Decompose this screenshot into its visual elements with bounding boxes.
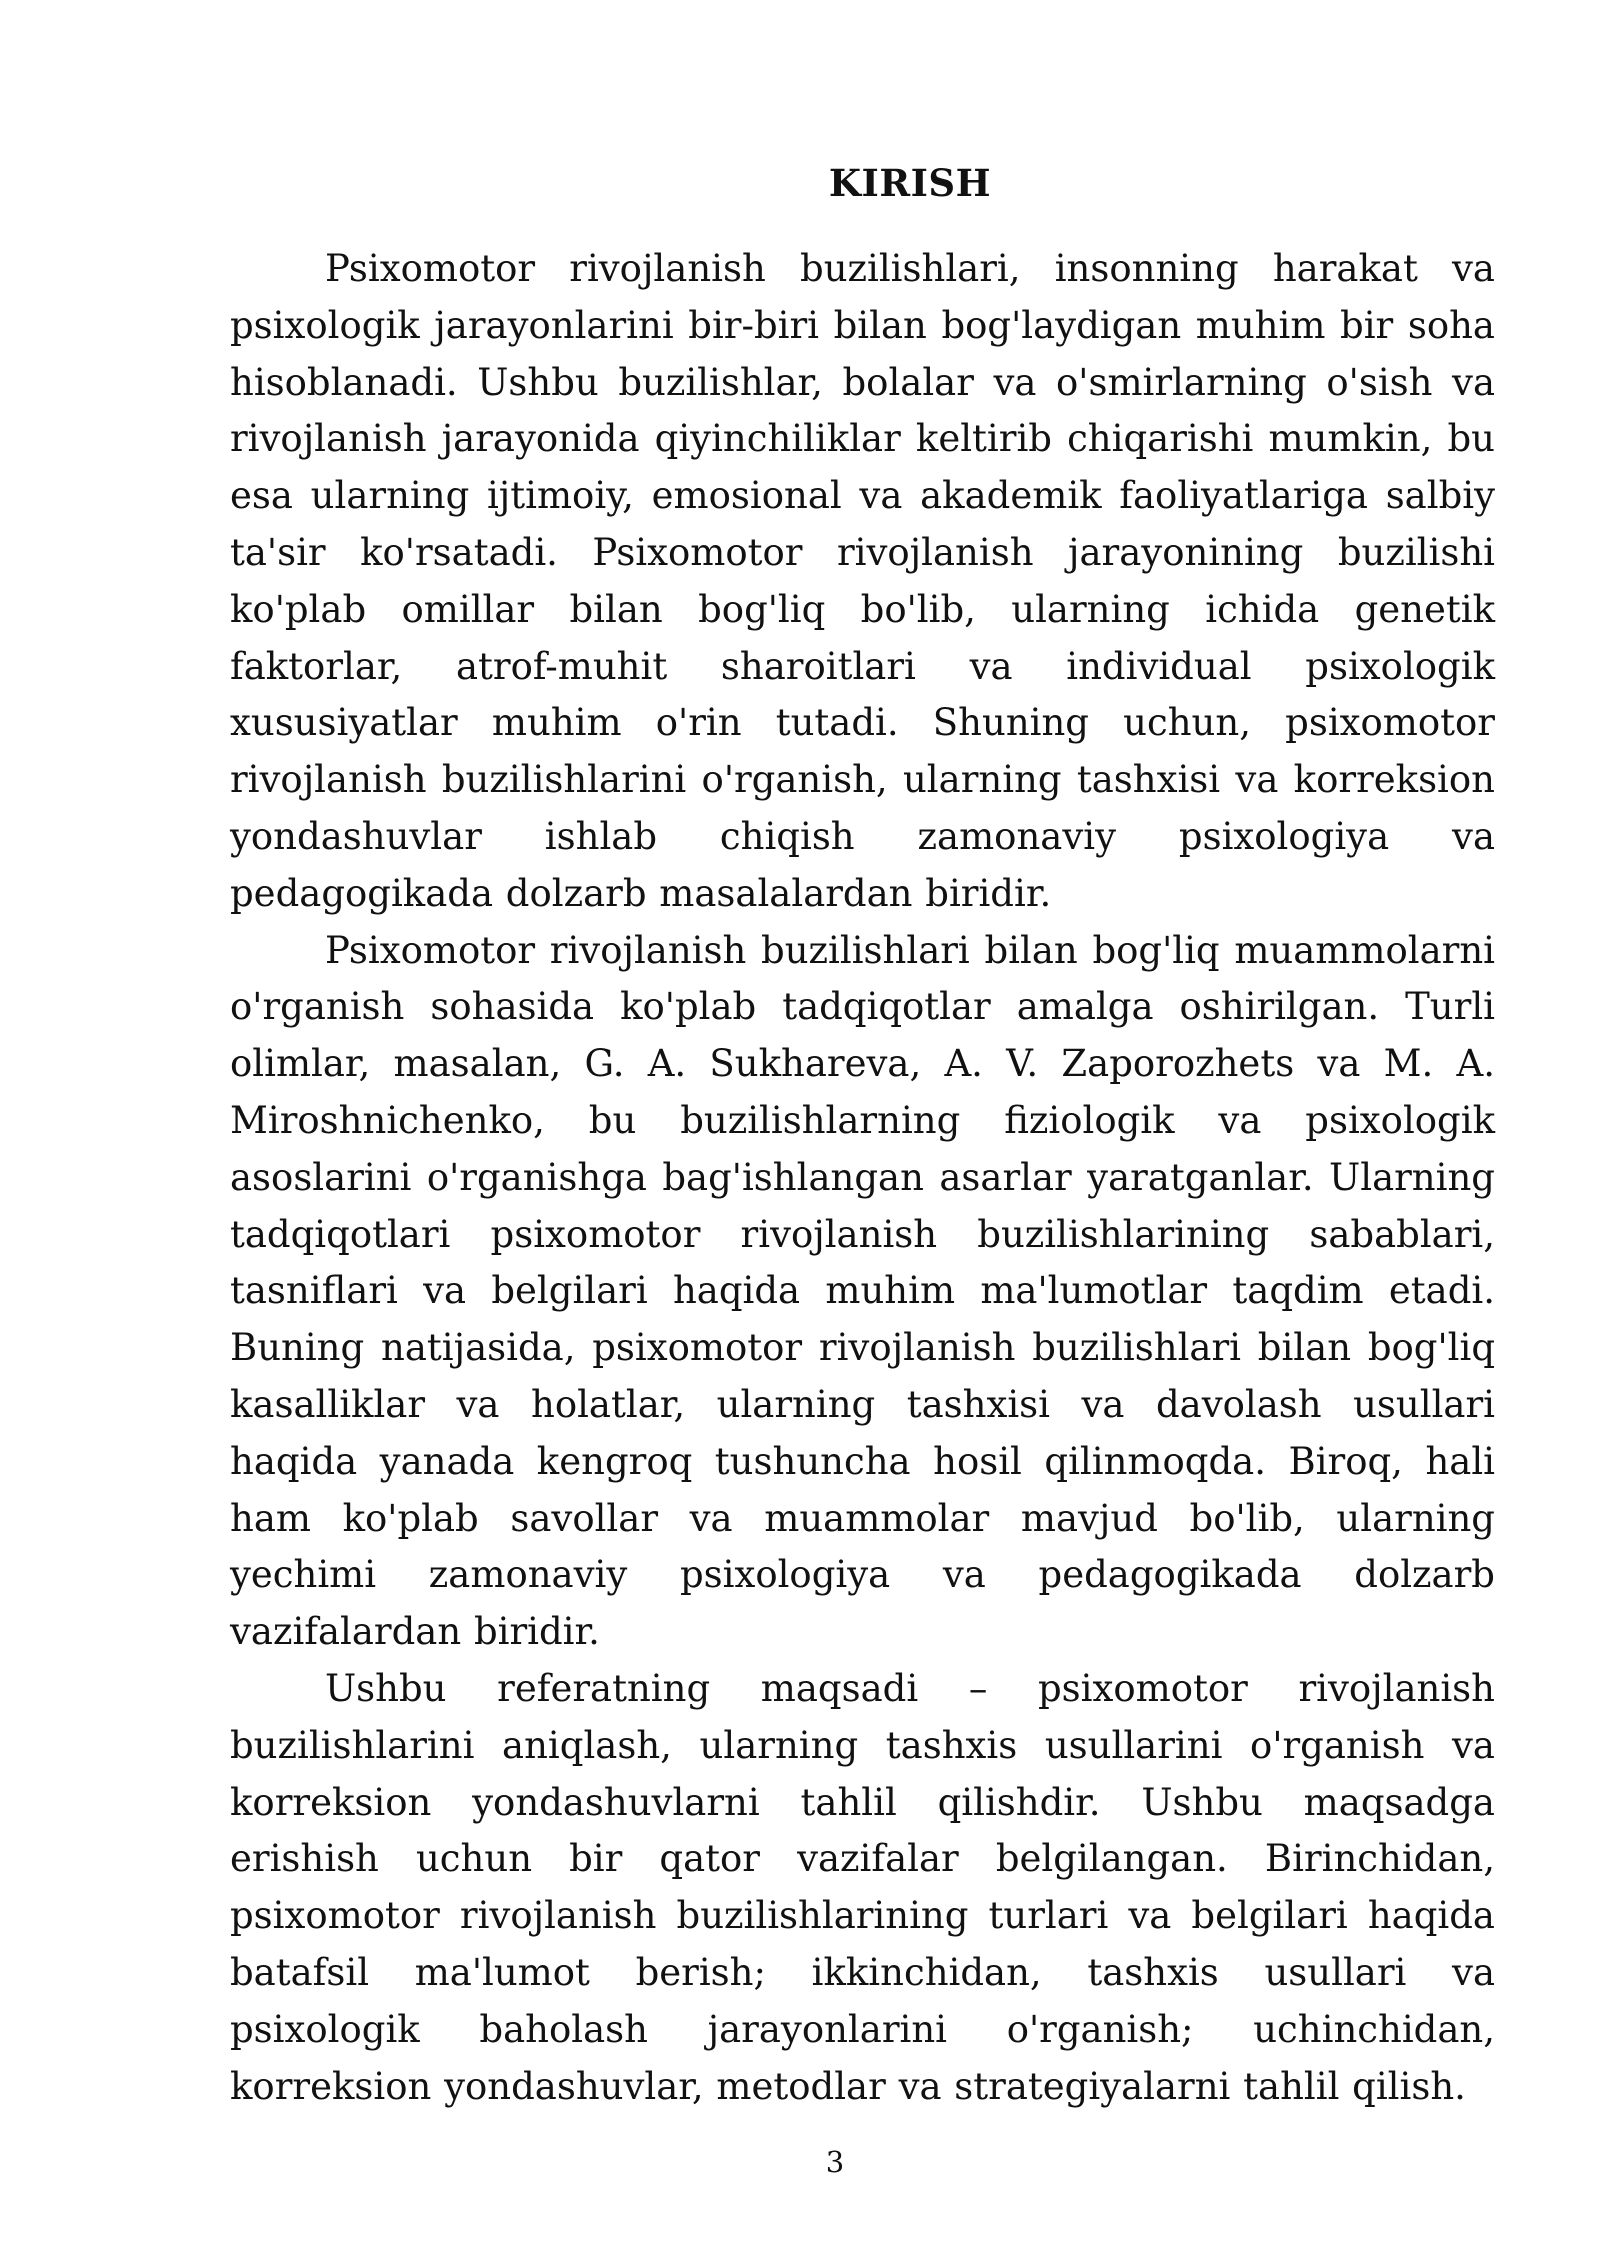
- page-number: 3: [825, 2145, 845, 2179]
- paragraph-2: Psixomotor rivojlanish buzilishlari bilan bog'liq muammolarni o'rganish sohasida ko'plab tadqiqotlar amalga oshirilgan. Turli olimlar, masalan, G. A. Sukhareva, A. V. Zaporozhets va M. A. Miroshnichenko, bu buzilishlarning fiziologik va psixologik asoslarini o'rganishga bag'ishlangan asarlar yaratganlar. Ularning tadqiqotlari psixomotor rivojlanish buzilishlarining sabablari, tasniflari va belgilari haqida muhim ma'lumotlar taqdim etadi. Buning natijasida, psixomotor rivojlanish buzilishlari bilan bog'liq kasalliklar va holatlar, ularning tashxisi va davolash usullari haqida yanada kengroq tushuncha hosil qilinmoqda. Biroq, hali ham ko'plab savollar va muammolar mavjud bo'lib, ularning yechimi zamonaviy psixologiya va pedagogikada dolzarb vazifalardan biridir.: [230, 928, 1495, 1654]
- paragraph-3: Ushbu referatning maqsadi – psixomotor rivojlanish buzilishlarini aniqlash, ularning tashxis usullarini o'rganish va korreksion yondashuvlarni tahlil qilishdir. Ushbu maqsadga erishish uchun bir qator vazifalar belgilangan. Birinchidan, psixomotor rivojlanish buzilishlarining turlari va belgilari haqida batafsil ma'lumot berish; ikkinchidan, tashxis usullari va psixologik baholash jarayonlarini o'rganish; uchinchidan, korreksion yondashuvlar, metodlar va strategiyalarni tahlil qilish.: [230, 1666, 1495, 2108]
- paragraph-1: Psixomotor rivojlanish buzilishlari, insonning harakat va psixologik jarayonlarini bir-biri bilan bog'laydigan muhim bir soha hisoblanadi. Ushbu buzilishlar, bolalar va o'smirlarning o'sish va rivojlanish jarayonida qiyinchiliklar keltirib chiqarishi mumkin, bu esa ularning ijtimoiy, emosional va akademik faoliyatlariga salbiy ta'sir ko'rsatadi. Psixomotor rivojlanish jarayonining buzilishi ko'plab omillar bilan bog'liq bo'lib, ularning ichida genetik faktorlar, atrof-muhit sharoitlari va individual psixologik xususiyatlar muhim o'rin tutadi. Shuning uchun, psixomotor rivojlanish buzilishlarini o'rganish, ularning tashxisi va korreksion yondashuvlar ishlab chiqish zamonaviy psixologiya va pedagogikada dolzarb masalalardan biridir.: [230, 247, 1495, 915]
- section-title: KIRISH: [828, 161, 992, 205]
- page-content: [230, 155, 1495, 2115]
